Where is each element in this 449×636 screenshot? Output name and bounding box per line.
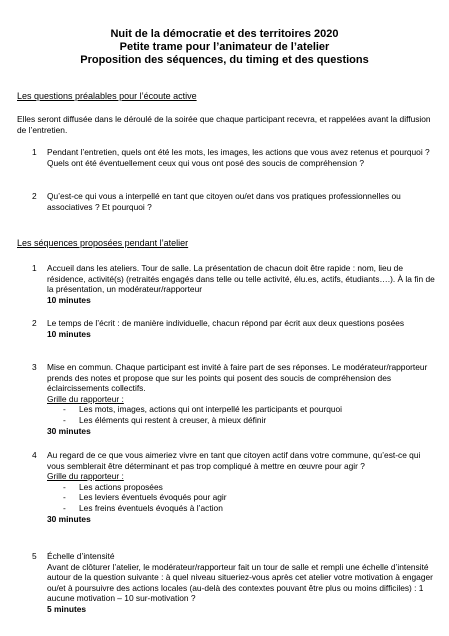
sequence-number: 3 [32, 362, 37, 372]
bullet-item: - Les actions proposées [63, 482, 437, 493]
bullet-item: - Les mots, images, actions qui ont interpellé les participants et pourquoi [63, 404, 437, 415]
question-number: 1 [32, 147, 37, 157]
question-number: 2 [32, 191, 37, 201]
section-heading-sequences: Les séquences proposées pendant l’atelier [17, 238, 189, 248]
sequence-body [47, 318, 437, 339]
sequence-text: Avant de clôturer l’atelier, le modérateur/rapporteur fait un tour de salle et rempli une échelle d’intensité autour de la question suivante : à quel niveau situeriez-vous après cet atelier votre motivation à engager ou/et à poursuivre des actions locales (au-delà des contextes pouvant être plus ou moins difficiles) : 1 aucune motivation – 10 sur-motivation ? [47, 561, 433, 604]
sequence-duration: 10 minutes [47, 328, 91, 339]
sequence-duration: 10 minutes [47, 294, 91, 305]
sequence-body [47, 362, 437, 436]
bullet-item: - Les éléments qui restent à creuser, à mieux définir [63, 415, 437, 426]
sequence-number: 5 [32, 551, 37, 561]
sequence-duration: 30 minutes [47, 513, 91, 524]
sequence-number: 4 [32, 450, 37, 460]
document-title-line-1: Nuit de la démocratie et des territoires 2020 [110, 28, 339, 40]
sequence-number: 1 [32, 263, 37, 273]
sequence-duration: 5 minutes [47, 603, 87, 614]
sequence-body [47, 263, 437, 305]
section-heading-prealables: Les questions préalables pour l’écoute active [17, 91, 197, 101]
document-title-line-2: Petite trame pour l’animateur de l’atelier [119, 41, 330, 53]
question-text: Qu’est-ce qui vous a interpellé en tant que citoyen ou/et dans vos pratiques professionnelles ou associatives ? Et pourquoi ? [47, 191, 401, 212]
sequence-body [47, 450, 437, 524]
sequence-number: 2 [32, 318, 37, 328]
sequence-duration: 30 minutes [47, 425, 91, 436]
sequence-text: Le temps de l’écrit : de manière individuelle, chacun répond par écrit aux deux questions posées [47, 318, 405, 328]
bullet-item: - Les leviers éventuels évoqués pour agir [63, 492, 437, 503]
sequence-text: Accueil dans les ateliers. Tour de salle. La présentation de chacun doit être rapide : nom, lieu de résidence, activité(s) (retraités engagés dans telle ou telle activité, élu.es, actifs, étudiants….). À la fin de la présentation, un modérateur/rapporteur [47, 263, 435, 295]
intro-paragraph: Elles seront diffusée dans le déroulé de la soirée que chaque participant recevra, et rappelées avant la diffusion de l’entretien. [17, 114, 431, 135]
sequence-text: Mise en commun. Chaque participant est invité à faire part de ses réponses. Le modérateur/rapporteur prends des notes et propose que sur les points qui posent des soucis de compréhension des éclaircissements collectifs. [47, 362, 428, 394]
rapporteur-grid-label: Grille du rapporteur : [47, 471, 124, 482]
sequence-body [47, 551, 437, 615]
rapporteur-grid-label: Grille du rapporteur : [47, 393, 124, 404]
question-text: Pendant l’entretien, quels ont été les mots, les images, les actions que vous avez retenus et pourquoi ? Quels ont été éventuellement ceux qui vous ont posé des soucis de compréhension ? [47, 147, 430, 168]
sequence-text: Au regard de ce que vous aimeriez vivre en tant que citoyen actif dans votre commune, qu’est-ce qui vous semblerait être déterminant et pas trop compliqué à mettre en œuvre pour agir ? [47, 450, 421, 471]
document-title-line-3: Proposition des séquences, du timing et des questions [80, 54, 369, 66]
bullet-item: - Les freins éventuels évoqués à l’action [63, 503, 437, 514]
sequence-title: Échelle d’intensité [47, 551, 115, 561]
